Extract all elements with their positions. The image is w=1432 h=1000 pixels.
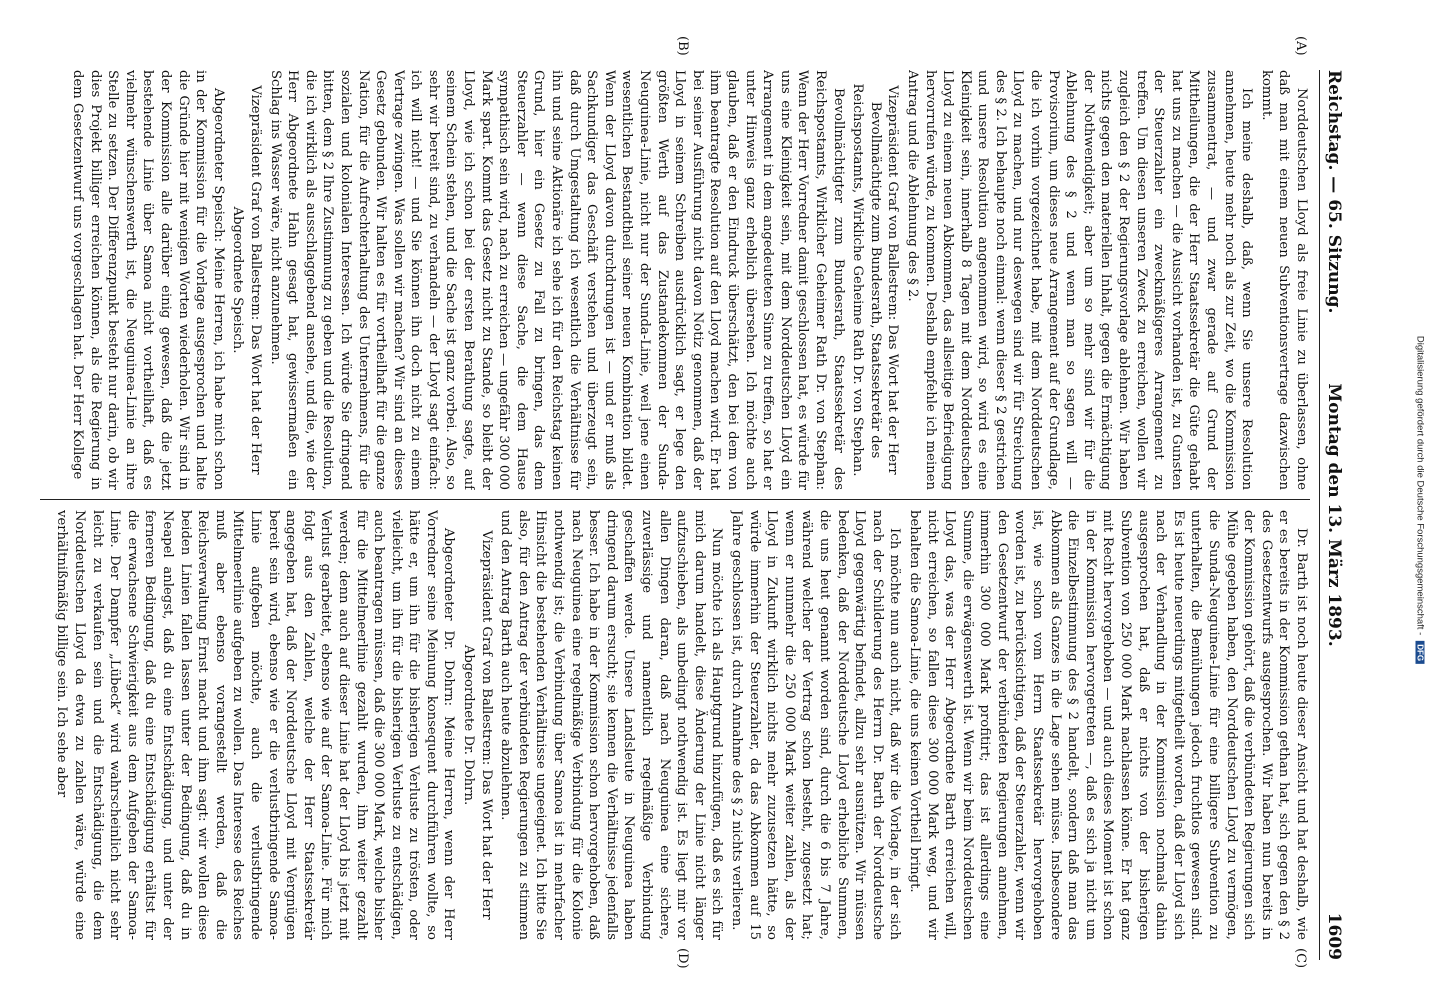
paragraph: Abgeordneter Speisch: Meine Herren, ich habe mich schon in der Kommission für die Vorlage ausgesprochen und halte die Gründe hier mit wenigen Worten wiederholen. Wir sind in der Kommission alle darüber einig gewesen, daß die jetzt bestehende Linie über Samoa nicht vortheilhaft, daß es vielmehr wünschenswerth ist, die Neuguinea-Linie an ihre Stelle zu setzen. Der Differenzpunkt besteht nur darin, ob wir dies Projekt billiger erreichen können, als die Regierung in dem Gesetzentwurf uns vorgeschlagen hat. Der Herr Kollege xyxy=(70,70,226,490)
margin-mark-b: (B) xyxy=(675,36,690,56)
margin-mark-d: (D) xyxy=(675,948,690,969)
header-date: Montag den 13. März 1893. xyxy=(1324,383,1344,647)
paragraph: Norddeutschen Lloyd als freie Linie zu überlassen, ohne daß man mit einem neuen Subventionsvertrage dazwischen kommt. xyxy=(1258,70,1309,490)
left-column xyxy=(40,70,1310,490)
margin-mark-a: (A) xyxy=(1293,36,1308,56)
paragraph: Abgeordneter Dr. Dohrn: Meine Herren, wenn der Herr Vorredner seine Meinung konsequent durchführen wollte, so hätte er, um ihn für die bisherigen Verluste zu trösten, oder vielleicht, um ihn für die bisherigen Verluste zu entschädigen, auch beantragen müssen, daß die 300 000 Mark, welche bisher für die Mittelmeerlinie gezahlt wurden, ihm weiter gezahlt werden; denn auch auf dieser Linie hat der Lloyd bis jetzt mit Verlust gearbeitet, ebenso wie auf der Samoa-Linie. Für mich folgt aus den Zahlen, welche der Herr Staatssekretär angegeben hat, daß der Norddeutsche Lloyd mit Vergnügen bereit sein wird, ebenso wie er die verlustbringende Samoa-Linie aufgeben möchte, auch die verlustbringende Mittelmeerlinie aufgeben zu wollen. Das Interesse des Reiches muß aber ebenso vorangestellt werden, daß die Reichsverwaltung Ernst macht und ihm sagt: wir wollen diese beiden Linien fallen lassen unter der Bedingung, daß du in Neapel anlegst, daß du eine Entschädigung, und unter der ferneren Bedingung, daß du eine Entschädigung erhältst für die erwachsene Schwierigkeit aus dem Aufgeben der Samoa-Linie. Der Dampfer „Lübeck“ wird wahrscheinlich nicht sehr leicht zu verkaufen sein und die Entschädigung, die dem Norddeutschen Lloyd da etwa zu zahlen wäre, würde eine verhältnißmäßig billige sein. Ich sehe aber xyxy=(54,510,457,940)
paragraph: Ich möchte nun auch nicht, daß wir die Vorlage, in der sich nach der Schilderung des Herrn Dr. Barth der Norddeutsche Lloyd gegenwärtig befindet, allzu sehr ausnützen. Wir müssen bedenken, daß der Norddeutsche Lloyd erhebliche Summen, die uns heut genannt worden sind, durch die 6 bis 7 Jahre, während welcher der Vertrag schon besteht, zugesetzt hat; wenn er nunmehr die 250 000 Mark weiter zahlen, als der Lloyd in Zukunft wirklich nichts mehr zuzusetzen hätte, so würde immerhin der Steuerzahler, da das Abkommen auf 15 Jahre geschlossen ist, durch Annahme des § 2 nichts verlieren. xyxy=(729,510,903,940)
column-divider xyxy=(40,499,1310,500)
paragraph: Bevollmächtigter zum Bundesrath, Staatssekretär des Reichspostamts, Wirklicher Geheimer Rath Dr. von Stephan: Wenn der Herr Vorredner damit geschlossen hat, es würde für uns eine Kleinigkeit sein, mit dem Norddeutschen Lloyd ein Arrangement in dem angedeuteten Sinne zu treffen, so hat er unter Hinweis ganz erheblich übersehen. Ich möchte auch glauben, daß er den Eindruck überschätzt, den bei dem von ihm beantragte Resolution auf den Lloyd machen wird. Er hat bei seiner Ausführung nicht davon Notiz genommen, daß der Lloyd in seinem Schreiben ausdrücklich sagt, er lege den größten Werth auf das Zustandekommen der Sunda-Neuguinea-Linie, nicht nur der Sunda-Linie, weil jene einen wesentlichen Bestandtheil seiner neuen Kombination bildet. Wenn der Lloyd davon durchdrungen ist — und er muß als Sachkundiger das Geschäft verstehen und überzeugt sein, daß durch Umgestaltung ich wesentlich die Verhältnisse für ihn und seine Aktionäre ich sehe ich für den Reichstag keinen Grund, hier ein Gesetz zu Fall zu bringen, das dem Steuerzahler — wenn diese Sache, die dem Hause sympathisch sein wird, nach zu erreichen — ungefähr 300 000 Mark spart. Kommt das Gesetz nicht zu Stande, so bleibt der Lloyd, wie ich schon bei der ersten Berathung sagte, auf seinem Schein stehen, und die Sache ist ganz vorbei. Also, so sehr wir bereit sind, zu verhandeln — der Lloyd sagt einfach: ich will nicht! — und Sie können ihn doch nicht zu einem Vertrage zwingen. Was sollen wir machen? Wir sind an dieses Gesetz gebunden. Wir halten es für vortheilhaft für die ganze Nation, für die Aufrechterhaltung des Unternehmens, für die sozialen und kolonialen Interessen. Ich würde Sie dringend bitten, dem § 2 Ihre Zustimmung zu geben und die Resolution, die ich wirklich als ausschlaggebend ansehe, und die, wie der Herr Abgeordnete Hahn gesagt hat, gewissermaßen ein Schlag ins Wasser wäre, nicht anzunehmen. xyxy=(267,70,846,490)
speaker-paragraph: Vizepräsident Graf von Ballestrem: Das Wort hat der Herr Abgeordnete Dr. Dohrn. xyxy=(461,530,494,920)
page-header xyxy=(1319,70,1350,960)
dfg-logo: DFG xyxy=(1416,641,1425,664)
paragraph: Dr. Barth ist noch heute dieser Ansicht und hat deshalb, wie er es bereits in der Kommission gethan hat, sich gegen den § 2 des Gesetzentwurfs ausgesprochen. Wir haben nun bereits in der Kommission gehört, daß die verbündeten Regierungen sich Mühe gegeben haben, den Norddeutschen Lloyd zu vermögen, die Sunda-Neuguinea-Linie für eine billigere Subvention zu unterhalten, die Bemühungen jedoch fruchtlos gewesen sind. Es ist heute neuerdings mitgetheilt worden, daß der Lloyd sich nach der Verhandlung in der Kommission nochmals dahin ausgesprochen hat, daß er nichts von der bisherigen Subvention von 250 000 Mark nachlassen könne. Er hat ganz mit Recht hervorgehoben — und auch dieses Moment ist schon in der Kommission hervorgetreten —, daß es sich ja nicht um die Einzelbestimmung des § 2 handelt, sondern daß man das Abkommen als Ganzes in die Lage sehen müsse. Insbesondere ist, wie schon vom Herrn Staatssekretär hervorgehoben worden ist, zu berücksichtigen, daß der Steuerzahler, wenn wir den Gesetzentwurf der verbündeten Regierungen annehmen, immerhin 300 000 Mark profitirt; das ist allerdings eine Summe, die erwägenswerth ist. Wenn wir beim Norddeutschen Lloyd das, was der Herr Abgeordnete Barth erreichen will, nicht erreichen, so fallen diese 300 000 Mark weg, und wir behalten die Samoa-Linie, die uns keinen Vortheil bringt. xyxy=(906,510,1309,940)
speaker-paragraph: Vizepräsident Graf von Ballestrem: Das Wort hat der Herr Bevollmächtigte zum Bundesrath, Staatssekretär des Reichspostamts, Wirkliche Geheime Rath Dr. von Stephan. xyxy=(850,83,901,477)
header-left: Reichstag. — 65. Sitzung. xyxy=(1324,70,1344,314)
digitization-credit xyxy=(1410,10,1430,990)
paragraph: Nun möchte ich als Hauptgrund hinzufügen, daß es sich für mich darum handelt, diese Änderung der Linie nicht länger aufzuschieben, als unbedingt nothwendig ist. Es liegt mir vor allen Dingen daran, daß nach Neuguinea eine sichere, zuverlässige und namentlich regelmäßige Verbindung geschaffen werde. Unsere Landsleute in Neuguinea haben dringend darum ersucht; sie kennen die Verhältnisse jedenfalls besser. Ich habe in der Kommission schon hervorgehoben, daß nach Neuguinea eine regelmäßige Verbindung für die Kolonie nothwendig ist; die Verbindung über Samoa ist in mehrfacher Hinsicht die bestehenden Verhältnisse ungeeignet. Ich bitte Sie also, für den Antrag der verbündeten Regierungen zu stimmen und den Antrag Barth auch heute abzulehnen. xyxy=(498,510,725,940)
page-number: 1609 xyxy=(1324,912,1344,960)
margin-mark-c: (C) xyxy=(1293,948,1308,969)
right-column xyxy=(40,510,1310,940)
paragraph: Ich meine deshalb, daß, wenn Sie unsere Resolution annehmen, heute mehr noch als zur Zeit, wo die Kommission zusammentrat, — und zwar gerade auf Grund der Mittheilungen, die der Herr Staatssekretär die Güte gehabt hat uns zu machen — die Aussicht vorhanden ist, zu Gunsten der Steuerzahler ein zweckmäßigeres Arrangement zu treffen. Um diesen unseren Zweck zu erreichen, wollen wir zugleich den § 2 der Regierungsvorlage ablehnen. Wir haben nichts gegen den materiellen Inhalt, gegen die Ermächtigung der Nothwendigkeit; aber um so mehr sind wir für die Ablehnung des § 2 und wenn man so sagen will — Provisorium, um dieses neue Arrangement auf der Grundlage, die ich vorhin vorgezeichnet habe, mit dem Norddeutschen Lloyd zu machen, und nur deswegen sind wir für Streichung des § 2. Ich behaupte noch einmal: wenn dieser § 2 gestrichen und unsere Resolution angenommen wird, so wird es eine Kleinigkeit sein, innerhalb 8 Tagen mit dem Norddeutschen Lloyd zu einem neuen Abkommen, das allseitige Befriedigung hervorrufen würde, zu kommen. Deshalb empfehle ich meinen Antrag und die Ablehnung des § 2. xyxy=(904,70,1255,490)
speaker-paragraph: Vizepräsident Graf von Ballestrem: Das Wort hat der Herr Abgeordnete Speisch. xyxy=(230,85,263,475)
credit-text: Digitalisierung gefördert durch die Deutsche Forschungsgemeinschaft - xyxy=(1414,335,1426,636)
